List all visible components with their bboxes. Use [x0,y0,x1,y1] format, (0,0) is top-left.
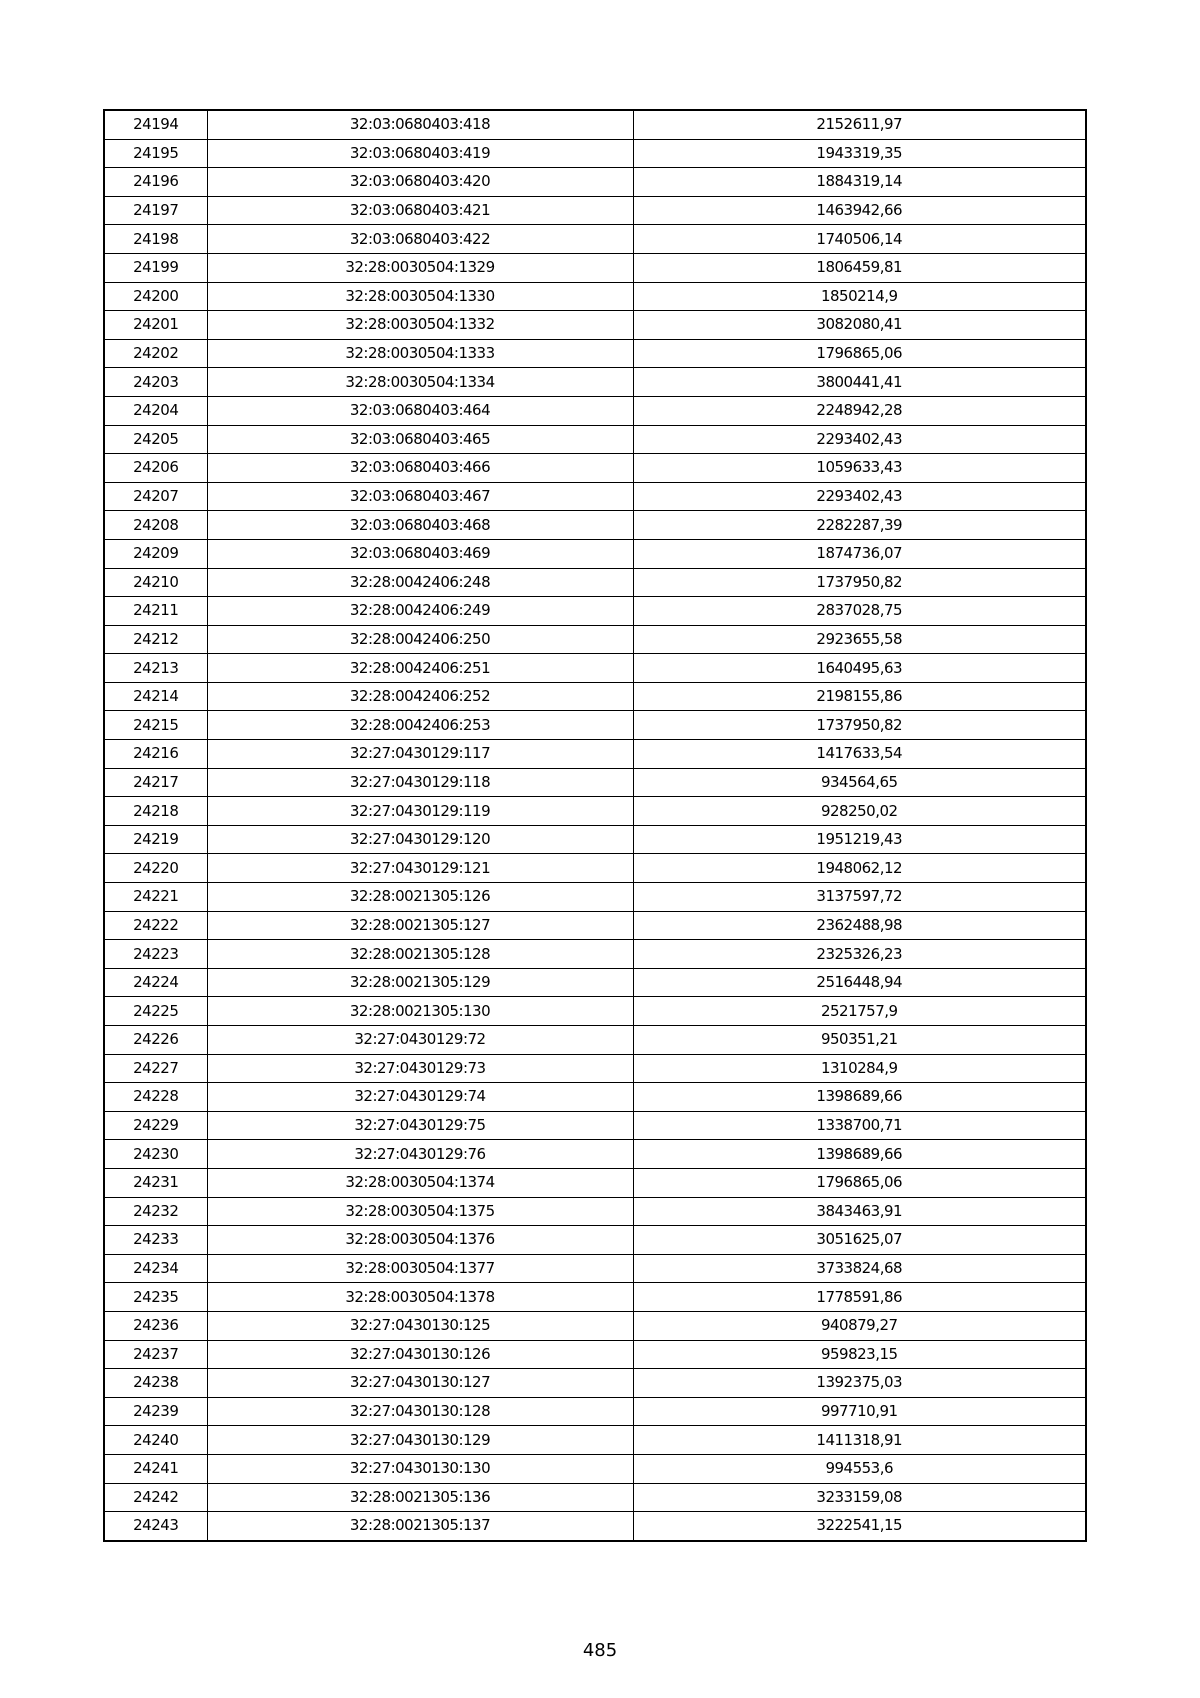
cadastral-number-cell: 32:03:0680403:420 [207,168,633,197]
cadastral-number-cell: 32:28:0030504:1332 [207,311,633,340]
row-number-cell: 24200 [104,282,207,311]
table-row [104,1140,1086,1169]
cadastral-number-cell: 32:27:0430129:73 [207,1054,633,1083]
row-number-cell: 24228 [104,1083,207,1112]
row-number-cell: 24194 [104,110,207,139]
cadastral-value-cell: 2923655,58 [633,625,1086,654]
cadastral-value-cell: 928250,02 [633,797,1086,826]
table-row [104,1340,1086,1369]
cadastral-value-cell: 3051625,07 [633,1226,1086,1255]
row-number-cell: 24205 [104,425,207,454]
cadastral-number-cell: 32:27:0430130:128 [207,1397,633,1426]
row-number-cell: 24201 [104,311,207,340]
table-row [104,1283,1086,1312]
cadastral-number-cell: 32:28:0021305:128 [207,940,633,969]
row-number-cell: 24235 [104,1283,207,1312]
table-row [104,597,1086,626]
cadastral-value-cell: 3222541,15 [633,1512,1086,1541]
table-row [104,1426,1086,1455]
cadastral-value-cell: 1463942,66 [633,196,1086,225]
cadastral-number-cell: 32:28:0021305:136 [207,1483,633,1512]
table-row [104,1168,1086,1197]
cadastral-number-cell: 32:28:0030504:1375 [207,1197,633,1226]
row-number-cell: 24233 [104,1226,207,1255]
cadastral-value-cell: 1951219,43 [633,825,1086,854]
table-row [104,568,1086,597]
table-row [104,139,1086,168]
cadastral-number-cell: 32:03:0680403:422 [207,225,633,254]
table-row [104,682,1086,711]
cadastral-number-cell: 32:03:0680403:467 [207,482,633,511]
cadastral-value-cell: 1411318,91 [633,1426,1086,1455]
table-row [104,768,1086,797]
table-row [104,253,1086,282]
cadastral-number-cell: 32:28:0030504:1376 [207,1226,633,1255]
cadastral-value-table [103,109,1087,1542]
table-row [104,454,1086,483]
table-row [104,854,1086,883]
cadastral-number-cell: 32:03:0680403:466 [207,454,633,483]
cadastral-number-cell: 32:28:0021305:126 [207,883,633,912]
row-number-cell: 24209 [104,539,207,568]
cadastral-number-cell: 32:28:0030504:1377 [207,1254,633,1283]
cadastral-number-cell: 32:27:0430130:126 [207,1340,633,1369]
cadastral-number-cell: 32:28:0042406:251 [207,654,633,683]
cadastral-value-cell: 2362488,98 [633,911,1086,940]
row-number-cell: 24202 [104,339,207,368]
cadastral-value-cell: 1398689,66 [633,1083,1086,1112]
table-row [104,1111,1086,1140]
table-row [104,625,1086,654]
table-row [104,797,1086,826]
cadastral-number-cell: 32:03:0680403:418 [207,110,633,139]
cadastral-value-cell: 1884319,14 [633,168,1086,197]
cadastral-value-cell: 1740506,14 [633,225,1086,254]
row-number-cell: 24219 [104,825,207,854]
cadastral-number-cell: 32:27:0430130:130 [207,1454,633,1483]
row-number-cell: 24238 [104,1369,207,1398]
row-number-cell: 24230 [104,1140,207,1169]
row-number-cell: 24241 [104,1454,207,1483]
table-row [104,1054,1086,1083]
row-number-cell: 24224 [104,968,207,997]
table-row [104,1254,1086,1283]
cadastral-value-cell: 1948062,12 [633,854,1086,883]
table-row [104,539,1086,568]
cadastral-value-cell: 1392375,03 [633,1369,1086,1398]
cadastral-value-cell: 2521757,9 [633,997,1086,1026]
cadastral-number-cell: 32:27:0430130:129 [207,1426,633,1455]
cadastral-number-cell: 32:27:0430129:121 [207,854,633,883]
cadastral-value-cell: 934564,65 [633,768,1086,797]
cadastral-value-cell: 1796865,06 [633,339,1086,368]
table-row [104,1369,1086,1398]
cadastral-value-cell: 1806459,81 [633,253,1086,282]
table-row [104,1397,1086,1426]
cadastral-value-cell: 3733824,68 [633,1254,1086,1283]
table-row [104,825,1086,854]
table-row [104,425,1086,454]
row-number-cell: 24211 [104,597,207,626]
cadastral-number-cell: 32:03:0680403:419 [207,139,633,168]
table-row [104,968,1086,997]
cadastral-number-cell: 32:03:0680403:464 [207,396,633,425]
row-number-cell: 24196 [104,168,207,197]
table-row [104,883,1086,912]
row-number-cell: 24218 [104,797,207,826]
table-row [104,1512,1086,1541]
cadastral-number-cell: 32:28:0042406:248 [207,568,633,597]
cadastral-value-cell: 1943319,35 [633,139,1086,168]
cadastral-value-cell: 1640495,63 [633,654,1086,683]
cadastral-number-cell: 32:03:0680403:469 [207,539,633,568]
cadastral-number-cell: 32:28:0030504:1378 [207,1283,633,1312]
row-number-cell: 24232 [104,1197,207,1226]
cadastral-number-cell: 32:28:0030504:1330 [207,282,633,311]
cadastral-number-cell: 32:28:0030504:1334 [207,368,633,397]
cadastral-number-cell: 32:28:0042406:249 [207,597,633,626]
cadastral-number-cell: 32:27:0430130:125 [207,1311,633,1340]
cadastral-number-cell: 32:27:0430130:127 [207,1369,633,1398]
cadastral-value-cell: 3233159,08 [633,1483,1086,1512]
page-number: 485 [582,1640,618,1661]
cadastral-number-cell: 32:27:0430129:118 [207,768,633,797]
cadastral-number-cell: 32:27:0430129:117 [207,740,633,769]
table-body [104,110,1086,1541]
row-number-cell: 24217 [104,768,207,797]
cadastral-number-cell: 32:27:0430129:72 [207,1026,633,1055]
row-number-cell: 24221 [104,883,207,912]
cadastral-value-cell: 1850214,9 [633,282,1086,311]
cadastral-value-cell: 997710,91 [633,1397,1086,1426]
row-number-cell: 24214 [104,682,207,711]
cadastral-number-cell: 32:03:0680403:465 [207,425,633,454]
row-number-cell: 24207 [104,482,207,511]
cadastral-value-cell: 994553,6 [633,1454,1086,1483]
cadastral-number-cell: 32:27:0430129:120 [207,825,633,854]
cadastral-value-cell: 950351,21 [633,1026,1086,1055]
table-row [104,368,1086,397]
cadastral-value-cell: 2325326,23 [633,940,1086,969]
table-row [104,110,1086,139]
cadastral-value-cell: 2837028,75 [633,597,1086,626]
row-number-cell: 24210 [104,568,207,597]
cadastral-number-cell: 32:28:0021305:130 [207,997,633,1026]
cadastral-value-cell: 3137597,72 [633,883,1086,912]
cadastral-number-cell: 32:28:0042406:252 [207,682,633,711]
cadastral-number-cell: 32:28:0021305:127 [207,911,633,940]
cadastral-value-cell: 3082080,41 [633,311,1086,340]
cadastral-value-cell: 1778591,86 [633,1283,1086,1312]
row-number-cell: 24197 [104,196,207,225]
cadastral-value-cell: 2152611,97 [633,110,1086,139]
row-number-cell: 24229 [104,1111,207,1140]
cadastral-value-cell: 2248942,28 [633,396,1086,425]
table-row [104,654,1086,683]
cadastral-number-cell: 32:28:0030504:1333 [207,339,633,368]
cadastral-value-cell: 2293402,43 [633,425,1086,454]
cadastral-value-cell: 1874736,07 [633,539,1086,568]
table-row [104,482,1086,511]
cadastral-number-cell: 32:28:0021305:129 [207,968,633,997]
row-number-cell: 24220 [104,854,207,883]
table-row [104,511,1086,540]
cadastral-number-cell: 32:03:0680403:468 [207,511,633,540]
table-row [104,940,1086,969]
row-number-cell: 24234 [104,1254,207,1283]
cadastral-value-cell: 3800441,41 [633,368,1086,397]
cadastral-number-cell: 32:28:0042406:253 [207,711,633,740]
cadastral-number-cell: 32:28:0021305:137 [207,1512,633,1541]
row-number-cell: 24195 [104,139,207,168]
row-number-cell: 24203 [104,368,207,397]
table-row [104,1083,1086,1112]
row-number-cell: 24198 [104,225,207,254]
cadastral-value-cell: 2282287,39 [633,511,1086,540]
cadastral-value-cell: 1737950,82 [633,568,1086,597]
cadastral-value-cell: 1417633,54 [633,740,1086,769]
table-row [104,1026,1086,1055]
table-row [104,339,1086,368]
cadastral-value-cell: 2198155,86 [633,682,1086,711]
row-number-cell: 24213 [104,654,207,683]
cadastral-value-cell: 1310284,9 [633,1054,1086,1083]
cadastral-number-cell: 32:27:0430129:74 [207,1083,633,1112]
row-number-cell: 24223 [104,940,207,969]
cadastral-value-cell: 1796865,06 [633,1168,1086,1197]
cadastral-number-cell: 32:28:0030504:1329 [207,253,633,282]
table-row [104,740,1086,769]
table-row [104,911,1086,940]
table-row [104,711,1086,740]
table-row [104,1483,1086,1512]
cadastral-value-cell: 940879,27 [633,1311,1086,1340]
row-number-cell: 24226 [104,1026,207,1055]
cadastral-value-cell: 1059633,43 [633,454,1086,483]
table-row [104,1454,1086,1483]
row-number-cell: 24237 [104,1340,207,1369]
cadastral-value-cell: 959823,15 [633,1340,1086,1369]
cadastral-number-cell: 32:27:0430129:75 [207,1111,633,1140]
row-number-cell: 24231 [104,1168,207,1197]
row-number-cell: 24243 [104,1512,207,1541]
cadastral-value-cell: 2516448,94 [633,968,1086,997]
cadastral-value-cell: 3843463,91 [633,1197,1086,1226]
cadastral-number-cell: 32:28:0042406:250 [207,625,633,654]
table-row [104,168,1086,197]
row-number-cell: 24208 [104,511,207,540]
row-number-cell: 24212 [104,625,207,654]
table-row [104,1226,1086,1255]
table-row [104,997,1086,1026]
row-number-cell: 24242 [104,1483,207,1512]
row-number-cell: 24215 [104,711,207,740]
table-row [104,196,1086,225]
cadastral-number-cell: 32:27:0430129:119 [207,797,633,826]
row-number-cell: 24227 [104,1054,207,1083]
row-number-cell: 24199 [104,253,207,282]
cadastral-number-cell: 32:28:0030504:1374 [207,1168,633,1197]
table-row [104,225,1086,254]
table-row [104,396,1086,425]
row-number-cell: 24206 [104,454,207,483]
row-number-cell: 24240 [104,1426,207,1455]
row-number-cell: 24222 [104,911,207,940]
table-row [104,1311,1086,1340]
table-row [104,282,1086,311]
cadastral-value-cell: 1398689,66 [633,1140,1086,1169]
cadastral-value-cell: 1737950,82 [633,711,1086,740]
cadastral-value-cell: 1338700,71 [633,1111,1086,1140]
row-number-cell: 24236 [104,1311,207,1340]
table-row [104,311,1086,340]
cadastral-value-cell: 2293402,43 [633,482,1086,511]
row-number-cell: 24225 [104,997,207,1026]
table-row [104,1197,1086,1226]
row-number-cell: 24239 [104,1397,207,1426]
row-number-cell: 24204 [104,396,207,425]
cadastral-number-cell: 32:03:0680403:421 [207,196,633,225]
cadastral-number-cell: 32:27:0430129:76 [207,1140,633,1169]
row-number-cell: 24216 [104,740,207,769]
